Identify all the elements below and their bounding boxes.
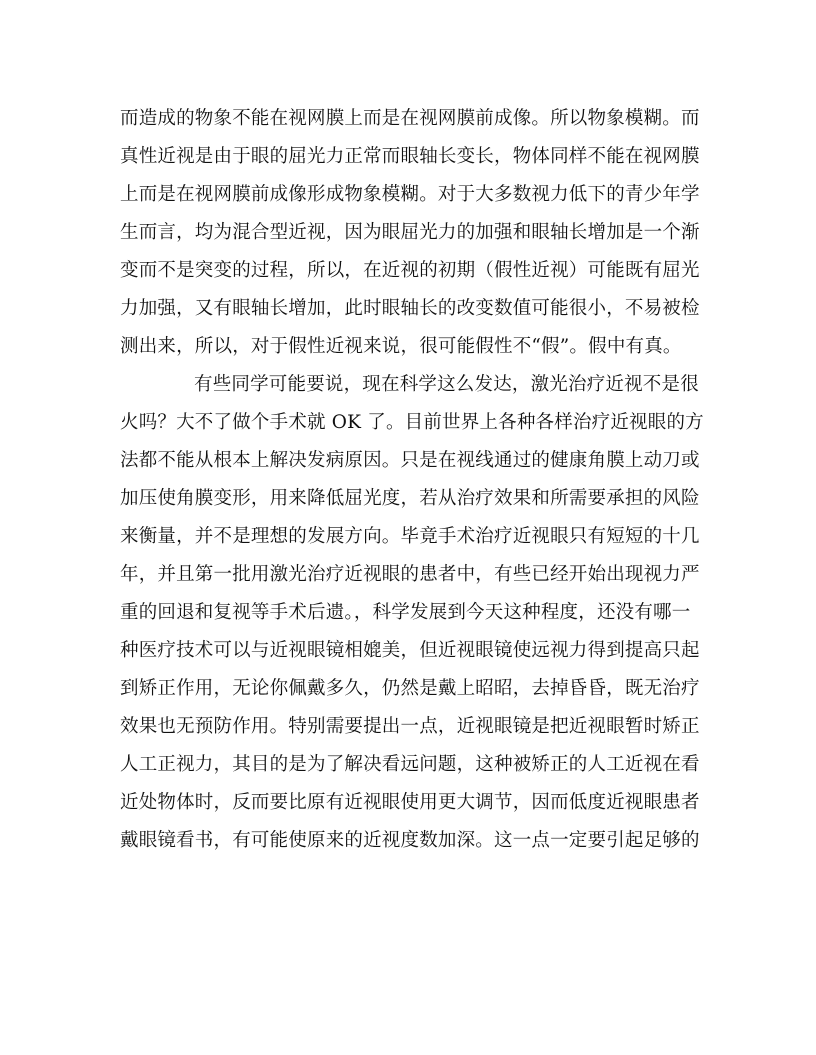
text-line: 人工正视力，其目的是为了解决看远问题，这种被矫正的人工近视在看 <box>120 754 700 775</box>
text-line: 来衡量，并不是理想的发展方向。毕竟手术治疗近视眼只有短短的十几 <box>120 526 700 547</box>
text-line: 生而言，均为混合型近视，因为眼屈光力的加强和眼轴长增加是一个渐 <box>120 222 700 243</box>
text-line: 效果也无预防作用。特别需要提出一点，近视眼镜是把近视眼暂时矫正 <box>120 716 700 737</box>
paragraph-first-line: 有些同学可能要说，现在科学这么发达，激光治疗近视不是很 <box>194 374 699 395</box>
text-line: 重的回退和复视等手术后遗。，科学发展到今天这种程度，还没有哪一 <box>120 602 691 623</box>
text-line: 力加强，又有眼轴长增加，此时眼轴长的改变数值可能很小，不易被检 <box>120 298 700 319</box>
text-line: 测出来，所以，对于假性近视来说，很可能假性不“假”。假中有真。 <box>120 336 682 357</box>
text-line: 变而不是突变的过程，所以，在近视的初期（假性近视）可能既有屈光 <box>120 260 700 281</box>
text-line: 到矫正作用，无论你佩戴多久，仍然是戴上昭昭，去掉昏昏，既无治疗 <box>120 678 700 699</box>
text-line: 上而是在视网膜前成像形成物象模糊。对于大多数视力低下的青少年学 <box>120 184 700 205</box>
text-line: 戴眼镜看书，有可能使原来的近视度数加深。这一点一定要引起足够的 <box>120 830 700 851</box>
text-line: 真性近视是由于眼的屈光力正常而眼轴长变长，物体同样不能在视网膜 <box>120 146 700 167</box>
text-line: 种医疗技术可以与近视眼镜相媲美，但近视眼镜使远视力得到提高只起 <box>120 640 700 661</box>
text-line: 加压使角膜变形，用来降低屈光度，若从治疗效果和所需要承担的风险 <box>120 488 700 509</box>
text-line: 火吗？大不了做个手术就 OK 了。目前世界上各种各样治疗近视眼的方 <box>120 412 704 433</box>
text-line: 近处物体时，反而要比原有近视眼使用更大调节，因而低度近视眼患者 <box>120 792 700 813</box>
text-line: 而造成的物象不能在视网膜上而是在视网膜前成像。所以物象模糊。而 <box>120 108 700 129</box>
text-line: 法都不能从根本上解决发病原因。只是在视线通过的健康角膜上动刀或 <box>120 450 700 471</box>
text-line: 年，并且第一批用激光治疗近视眼的患者中，有些已经开始出现视力严 <box>120 564 700 585</box>
